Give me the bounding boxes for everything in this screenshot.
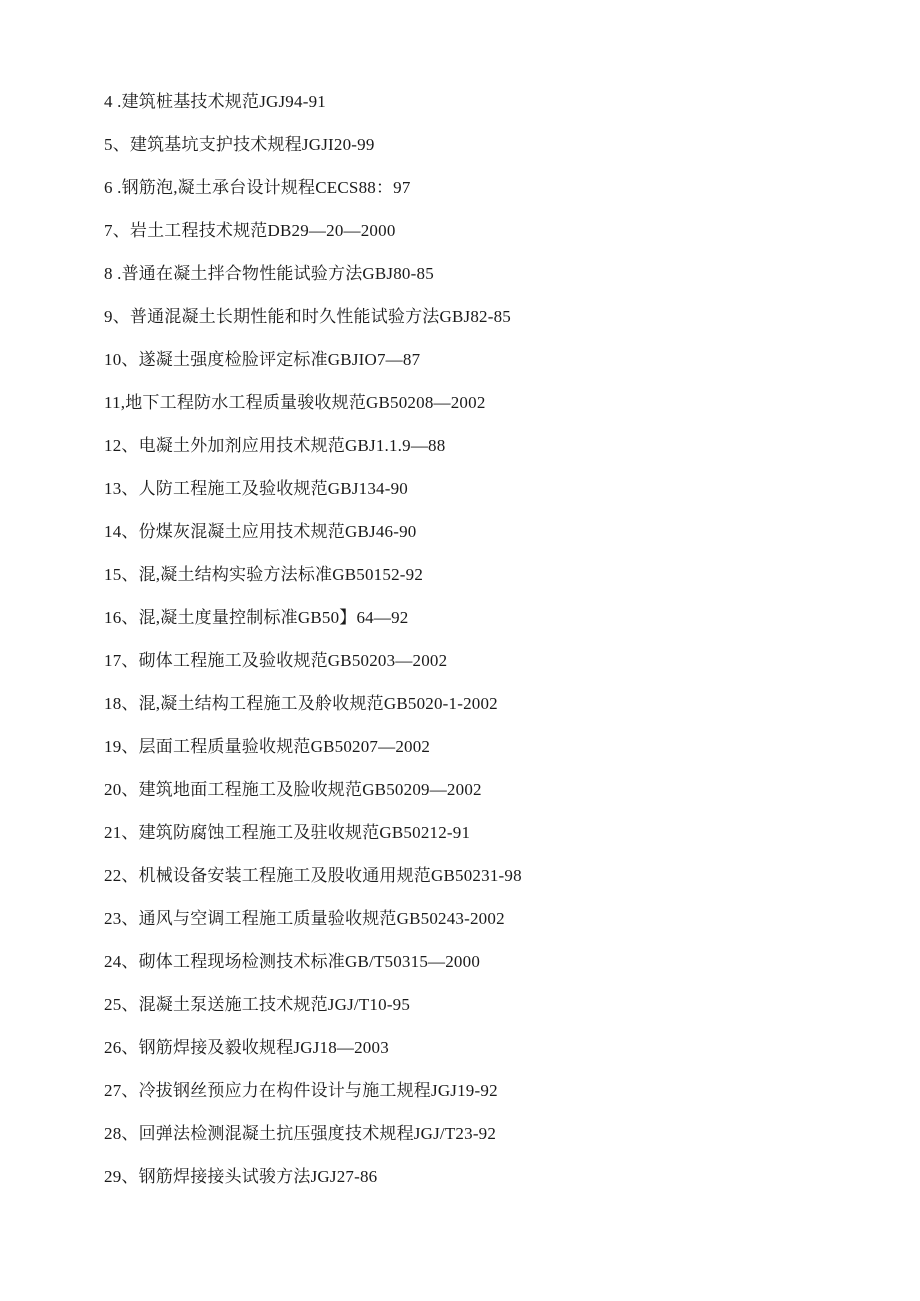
- list-item: 21、建筑防腐蚀工程施工及驻收规范GB50212-91: [104, 823, 471, 842]
- list-item: 22、机械设备安装工程施工及股收通用规范GB50231-98: [104, 866, 522, 885]
- list-item: 17、砌体工程施工及验收规范GB50203—2002: [104, 651, 448, 670]
- list-item: 24、砌体工程现场检测技术标准GB/T50315—2000: [104, 952, 481, 971]
- list-item: 19、层面工程质量验收规范GB50207—2002: [104, 737, 431, 756]
- list-item: 10、遂凝土强度检脸评定标准GBJIO7—87: [104, 350, 421, 369]
- list-item: 28、回弹法检测混凝土抗压强度技术规程JGJ/T23-92: [104, 1124, 497, 1143]
- list-item: 29、钢筋焊接接头试骏方法JGJ27-86: [104, 1167, 378, 1186]
- list-item: 4 .建筑桩基技术规范JGJ94-91: [104, 92, 326, 111]
- list-item: 23、通风与空调工程施工质量验收规范GB50243-2002: [104, 909, 505, 928]
- list-item: 12、电凝土外加剂应用技术规范GBJ1.1.9—88: [104, 436, 446, 455]
- list-item: 6 .钢筋泡,凝土承台设计规程CECS88：97: [104, 178, 411, 197]
- list-item: 25、混凝土泵送施工技术规范JGJ/T10-95: [104, 995, 411, 1014]
- list-item: 9、普通混凝土长期性能和时久性能试验方法GBJ82-85: [104, 307, 511, 326]
- list-item: 27、冷拔钢丝预应力在构件设计与施工规程JGJ19-92: [104, 1081, 498, 1100]
- list-item: 5、建筑基坑支护技术规程JGJI20-99: [104, 135, 375, 154]
- list-item: 16、混,凝土度量控制标准GB50】64—92: [104, 608, 409, 627]
- list-item: 11,地下工程防水工程质量骏收规范GB50208—2002: [104, 393, 486, 412]
- list-item: 20、建筑地面工程施工及脸收规范GB50209—2002: [104, 780, 482, 799]
- list-item: 26、钢筋焊接及毅收规程JGJ18—2003: [104, 1038, 389, 1057]
- list-item: 14、份煤灰混凝土应用技术规范GBJ46-90: [104, 522, 417, 541]
- standards-list: [104, 88, 522, 1206]
- list-item: 15、混,凝土结构实验方法标准GB50152-92: [104, 565, 424, 584]
- list-item: 7、岩土工程技术规范DB29—20—2000: [104, 221, 396, 240]
- list-item: 8 .普通在凝土拌合物性能试验方法GBJ80-85: [104, 264, 434, 283]
- list-item: 13、人防工程施工及验收规范GBJ134-90: [104, 479, 408, 498]
- list-item: 18、混,凝土结构工程施工及舲收规范GB5020-1-2002: [104, 694, 498, 713]
